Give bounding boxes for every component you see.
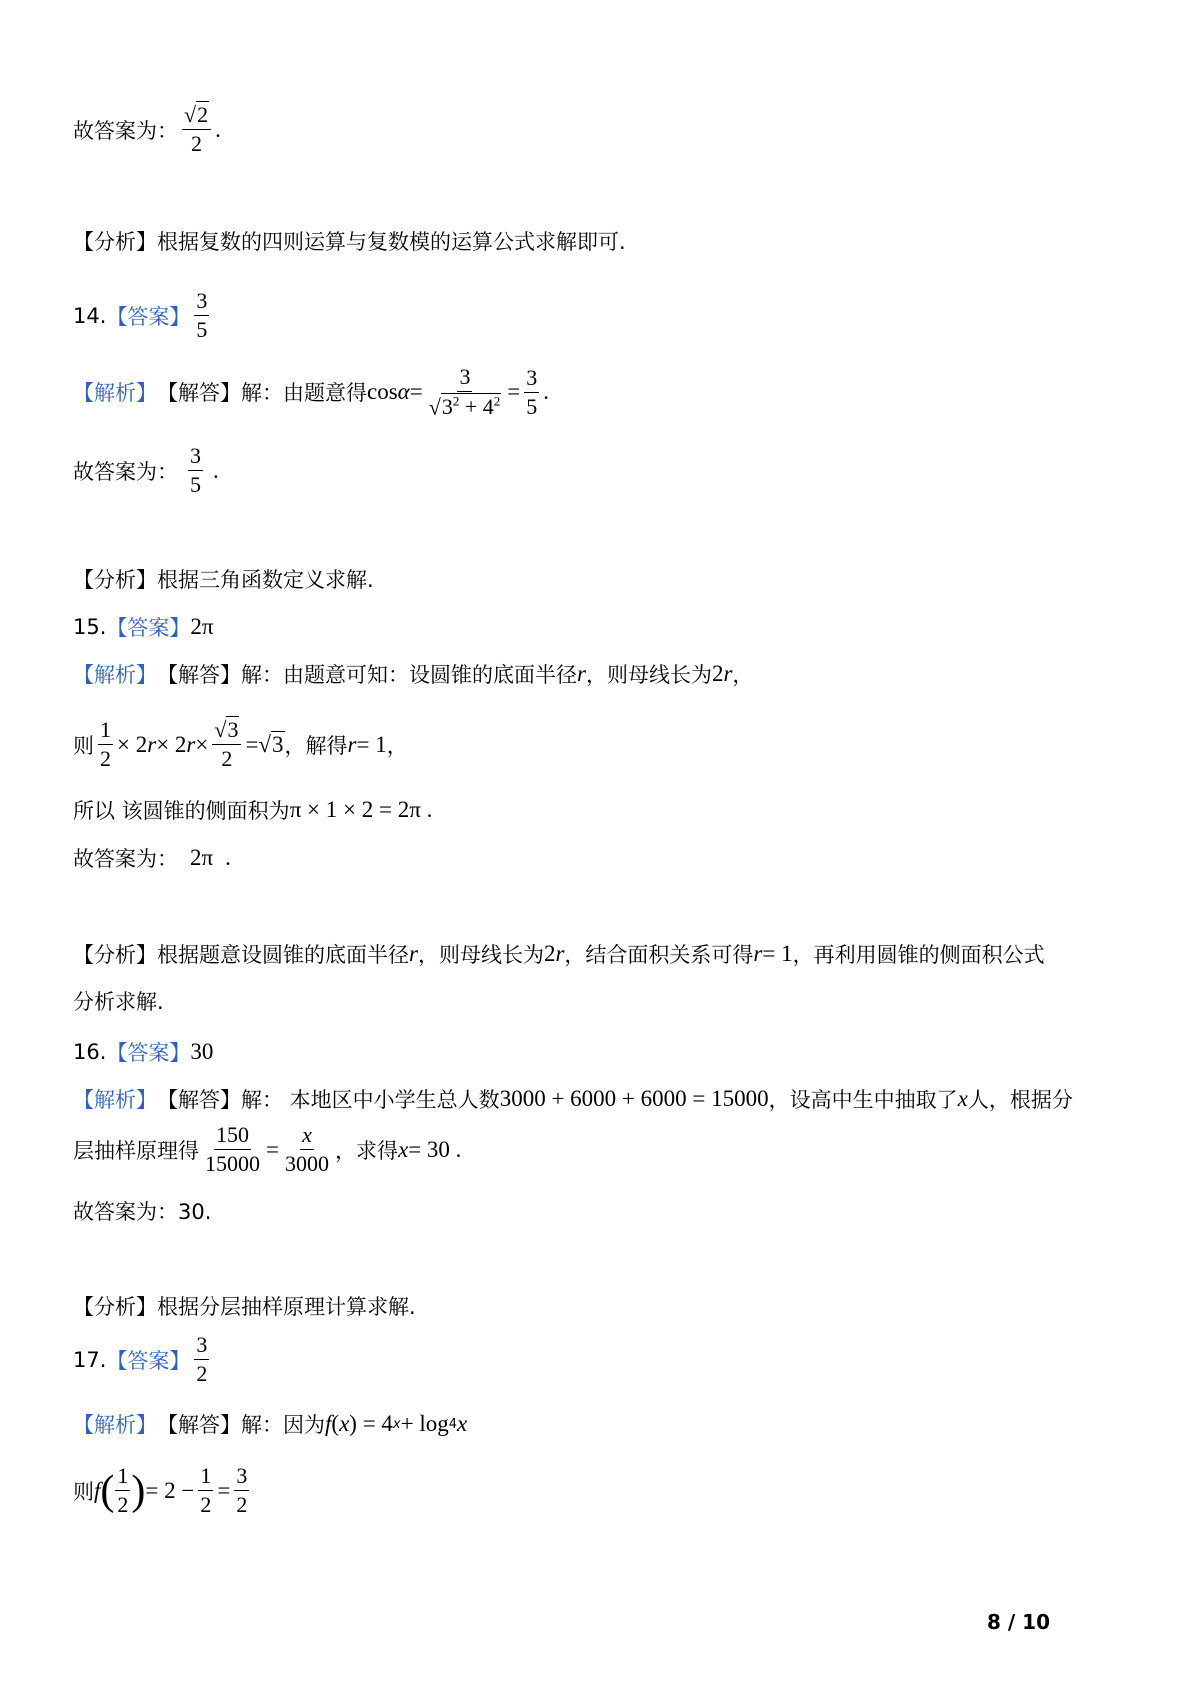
answer-tag: 【答案】 (106, 304, 191, 329)
q15-review-line2: 分析求解. (73, 990, 164, 1014)
q15-final-answer: 故答案为： 2π . (73, 845, 231, 871)
q17-answer: 17. 【答案】 $\frac{3}{2}$ (73, 1332, 208, 1386)
q15-solution-line2: 则 $\frac{1}{2}$ × 2 r × 2 r × $\frac{√3}{2}$ = √3 ，解得 r = 1 ， (73, 717, 408, 771)
answer-tag: 【答案】 (106, 1041, 191, 1065)
fraction-3-over-5: $\frac{3}{5}$ (196, 288, 208, 342)
q15-solution-line3: 所以 该圆锥的侧面积为 π × 1 × 2 = 2π . (73, 797, 433, 823)
q17-solution-line1: 【解析】 【解答】 解：因为 f ( x ) = 4 x + log 4 x (73, 1411, 468, 1437)
answer-tag: 【答案】 (106, 1348, 191, 1373)
q16-review: 【分析】 根据分层抽样原理计算求解. (73, 1295, 416, 1319)
q15-answer: 15. 【答案】 2π (73, 614, 214, 640)
page-indicator: 8 / 10 (987, 1610, 1050, 1634)
q13-review: 【分析】 根据复数的四则运算与复数模的运算公式求解即可. (73, 230, 626, 254)
q13-final-answer: 故答案为： $\frac{√2}{2}$ . (73, 102, 221, 156)
question-number: 16. (73, 1040, 107, 1064)
q16-solution-line2: 层抽样原理得 $\frac{150}{15000}$ = $\frac{x}{3000}$ ，求得 x = 30 . (73, 1122, 462, 1176)
q14-answer (73, 290, 213, 341)
q15-solution-line1: 【解析】 【解答】 解：由题意可知：设圆锥的底面半径 r ，则母线长为 2 r ， (73, 661, 754, 687)
q14-solution: 【解析】 【解答】 解：由题意得 cos α = $\frac{3}{√3^2 + 4^2}$ = $\frac{3}{5}$ . (73, 364, 549, 420)
q16-answer: 16. 【答案】 30 (73, 1039, 214, 1065)
q14-final-answer: 故答案为： $\frac{3}{5}$ . (73, 443, 219, 497)
question-number: 15. (73, 615, 107, 639)
fraction-sqrt2-over-2: $\frac{√2}{2}$ (182, 104, 211, 155)
q14-review: 【分析】 根据三角函数定义求解. (73, 568, 374, 592)
fraction-cos-alpha: $\frac{3}{√3^2 + 4^2}$ (428, 364, 501, 420)
q16-solution-line1: 【解析】 【解答】 解： 本地区中小学生总人数 3000 + 6000 + 6000 = 15000 ，设高中生中抽取了 x 人，根据分 (73, 1086, 1073, 1112)
q15-review-line1: 【分析】 根据题意设圆锥的底面半径 r ，则母线长为 2 r ，结合面积关系可得 r = 1 ，再利用圆锥的侧面积公式 (73, 941, 1045, 967)
answer-tag: 【答案】 (106, 616, 191, 640)
q16-final-answer: 故答案为：30. (73, 1200, 212, 1224)
question-number: 14. (73, 303, 107, 328)
q17-solution-line2: 则 f ( $\frac{1}{2}$ ) = 2 − $\frac{1}{2}$ = $\frac{3}{2}$ (73, 1463, 248, 1517)
question-number: 17. (73, 1347, 107, 1372)
